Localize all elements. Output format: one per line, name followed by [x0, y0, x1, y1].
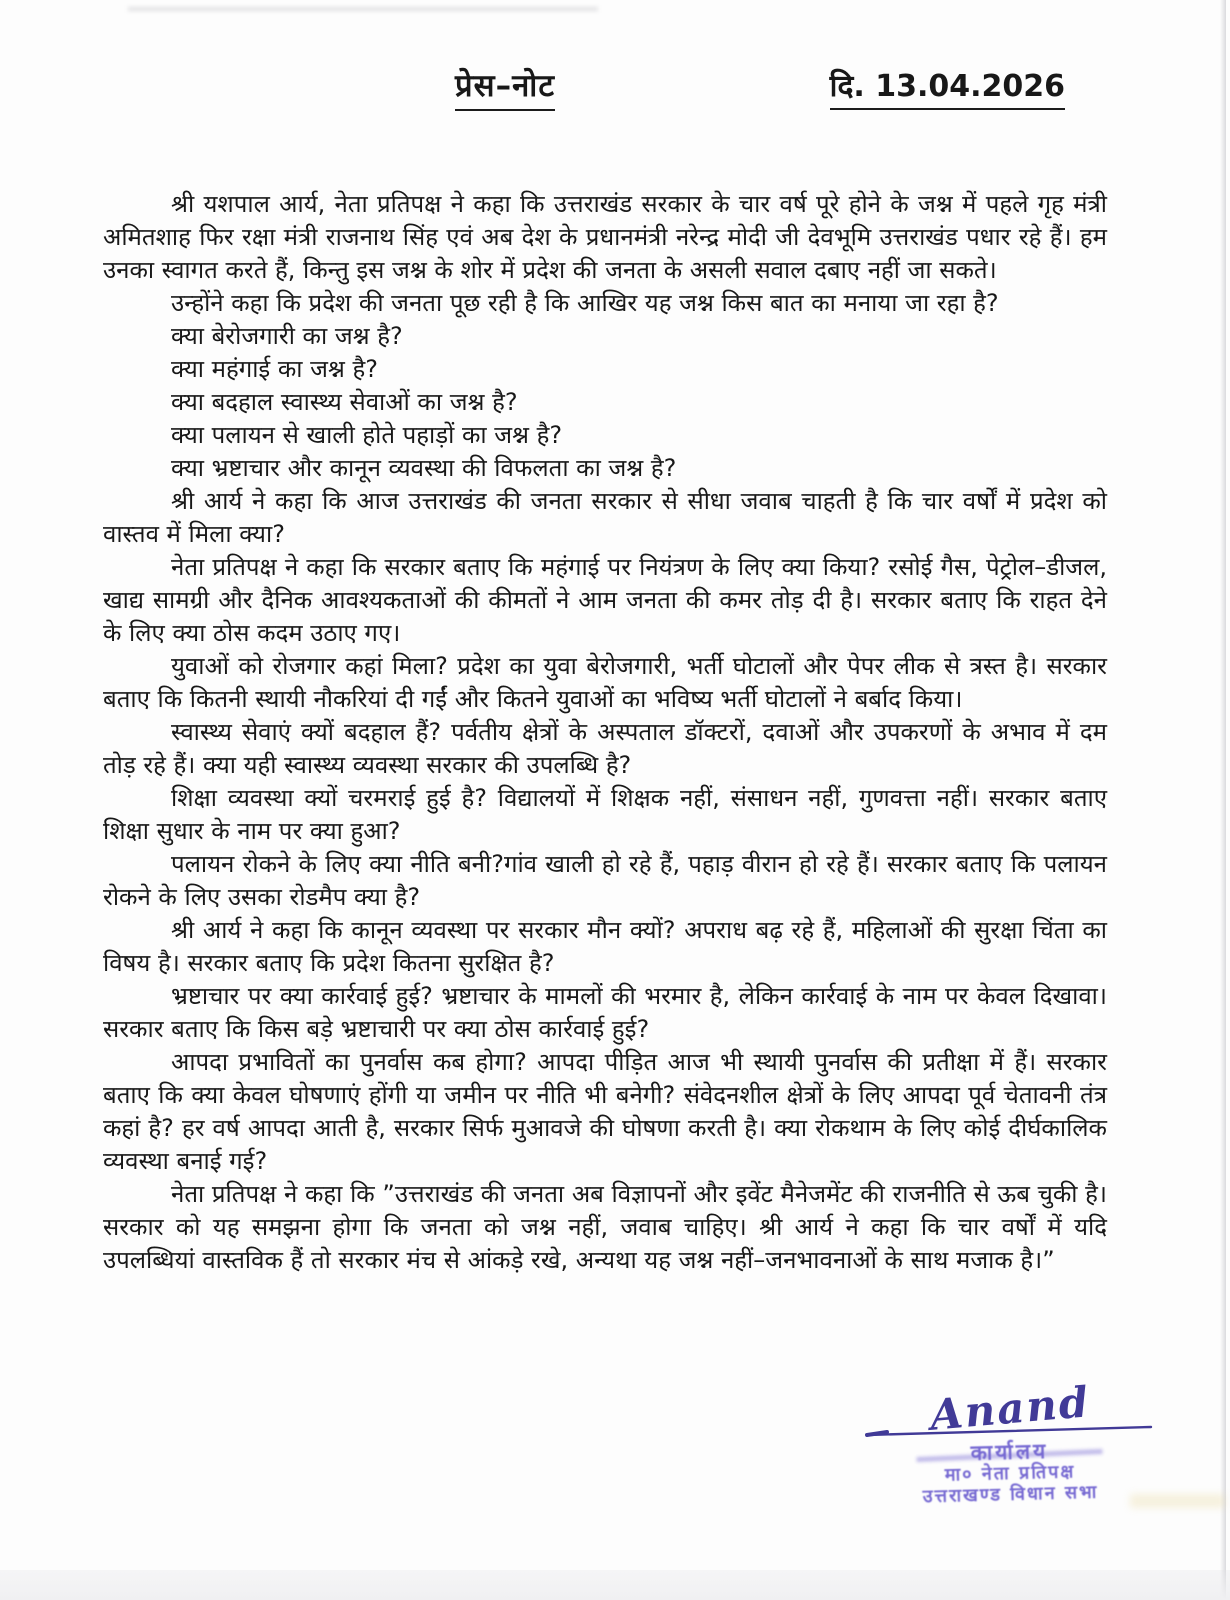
paragraph-employment-detail: युवाओं को रोजगार कहां मिला? प्रदेश का युवा बेरोजगारी, भर्ती घोटालों और पेपर लीक से त्रस्त है। सरकार बताए कि कितनी स्थायी नौकरियां दी गईं और कितने युवाओं का भविष्य भर्ती घोटालों ने बर्बाद किया।	[103, 652, 1107, 713]
signature-handwriting: Anand	[928, 1377, 1092, 1440]
paragraph-q-corruption: क्या भ्रष्टाचार और कानून व्यवस्था की विफलता का जश्न है?	[171, 454, 677, 482]
paragraph-q-unemployment: क्या बेरोजगारी का जश्न है?	[171, 322, 403, 350]
paragraph-corruption-detail: भ्रष्टाचार पर क्या कार्रवाई हुई? भ्रष्टाचार के मामलों की भरमार है, लेकिन कार्रवाई के नाम पर केवल दिखावा। सरकार बताए कि किस बड़े भ्रष्टाचारी पर क्या ठोस कार्रवाई हुई?	[103, 982, 1107, 1043]
stamp-designation: मा० नेता प्रतिपक्ष	[944, 1461, 1076, 1486]
scan-edge-bottom	[0, 1570, 1230, 1600]
paragraph-question-lead: उन्होंने कहा कि प्रदेश की जनता पूछ रही है कि आखिर यह जश्न किस बात का मनाया जा रहा है?	[171, 289, 999, 317]
document-date: दि. 13.04.2026	[830, 64, 1065, 110]
paragraph-disaster-detail: आपदा प्रभावितों का पुनर्वास कब होगा? आपदा पीड़ित आज भी स्थायी पुनर्वास की प्रतीक्षा में हैं। सरकार बताए कि क्या केवल घोषणाएं होंगी या जमीन पर नीति भी बनेगी? संवेदनशील क्षेत्रों के लिए आपदा पूर्व चेतावनी तंत्र कहां है? हर वर्ष आपदा आती है, सरकार सिर्फ मुआवजे की घोषणा करती है। क्या रोकथाम के लिए कोई दीर्घकालिक व्यवस्था बनाई गई?	[103, 1048, 1107, 1175]
paragraph-demand-answer: श्री आर्य ने कहा कि आज उत्तराखंड की जनता सरकार से सीधा जवाब चाहती है कि चार वर्षों में प्रदेश को वास्तव में मिला क्या?	[103, 487, 1107, 548]
paragraph-closing: नेता प्रतिपक्ष ने कहा कि ”उत्तराखंड की जनता अब विज्ञापनों और इवेंट मैनेजमेंट की राजनीति से ऊब चुकी है। सरकार को यह समझना होगा कि जनता को जश्न नहीं, जवाब चाहिए। श्री आर्य ने कहा कि चार वर्षों में यदि उपलब्धियां वास्तविक हैं तो सरकार मंच से आंकड़े रखे, अन्यथा यह जश्न नहीं–जनभावनाओं के साथ मजाक है।”	[103, 1180, 1107, 1274]
paragraph-law-order: श्री आर्य ने कहा कि कानून व्यवस्था पर सरकार मौन क्यों? अपराध बढ़ रहे हैं, महिलाओं की सुरक्षा चिंता का विषय है। सरकार बताए कि प्रदेश कितना सुरक्षित है?	[103, 916, 1107, 977]
paragraph-education-detail: शिक्षा व्यवस्था क्यों चरमराई हुई है? विद्यालयों में शिक्षक नहीं, संसाधन नहीं, गुणवत्ता नहीं। सरकार बताए शिक्षा सुधार के नाम पर क्या हुआ?	[103, 784, 1107, 845]
paragraph-q-health: क्या बदहाल स्वास्थ्य सेवाओं का जश्न है?	[171, 388, 518, 416]
paragraph-q-inflation: क्या महंगाई का जश्न है?	[171, 355, 379, 383]
office-stamp	[864, 1436, 1156, 1509]
paragraph-migration-detail: पलायन रोकने के लिए क्या नीति बनी?गांव खाली हो रहे हैं, पहाड़ वीरान हो रहे हैं। सरकार बताए कि पलायन रोकने के लिए उसका रोडमैप क्या है?	[103, 850, 1107, 911]
document-content	[103, 64, 1107, 1277]
page-title: प्रेस–नोट	[455, 64, 555, 111]
document-body	[103, 188, 1107, 1277]
scan-edge-right	[1220, 0, 1226, 1600]
paragraph-intro: श्री यशपाल आर्य, नेता प्रतिपक्ष ने कहा कि उत्तराखंड सरकार के चार वर्ष पूरे होने के जश्न में पहले गृह मंत्री अमितशाह फिर रक्षा मंत्री राजनाथ सिंह एवं अब देश के प्रधानमंत्री नरेन्द्र मोदी जी देवभूमि उत्तराखंड पधार रहे हैं। हम उनका स्वागत करते हैं, किन्तु इस जश्न के शोर में प्रदेश की जनता के असली सवाल दबाए नहीं जा सकते।	[103, 190, 1107, 284]
signature-block	[865, 1377, 1155, 1508]
document-header	[103, 64, 1107, 116]
scan-artifact-top	[128, 7, 598, 11]
stamp-assembly: उत्तराखण्ड विधान सभा	[922, 1481, 1099, 1508]
paragraph-health-detail: स्वास्थ्य सेवाएं क्यों बदहाल हैं? पर्वतीय क्षेत्रों के अस्पताल डॉक्टरों, दवाओं और उपकरणों के अभाव में दम तोड़ रहे हैं। क्या यही स्वास्थ्य व्यवस्था सरकार की उपलब्धि है?	[103, 718, 1107, 779]
stamp-office-label: कार्यालय	[864, 1436, 1155, 1468]
paragraph-inflation-detail: नेता प्रतिपक्ष ने कहा कि सरकार बताए कि महंगाई पर नियंत्रण के लिए क्या किया? रसोई गैस, पेट्रोल–डीजल, खाद्य सामग्री और दैनिक आवश्यकताओं की कीमतों ने आम जनता की कमर तोड़ दी है। सरकार बताए कि राहत देने के लिए क्या ठोस कदम उठाए गए।	[103, 553, 1107, 647]
paragraph-q-migration: क्या पलायन से खाली होते पहाड़ों का जश्न है?	[171, 421, 563, 449]
